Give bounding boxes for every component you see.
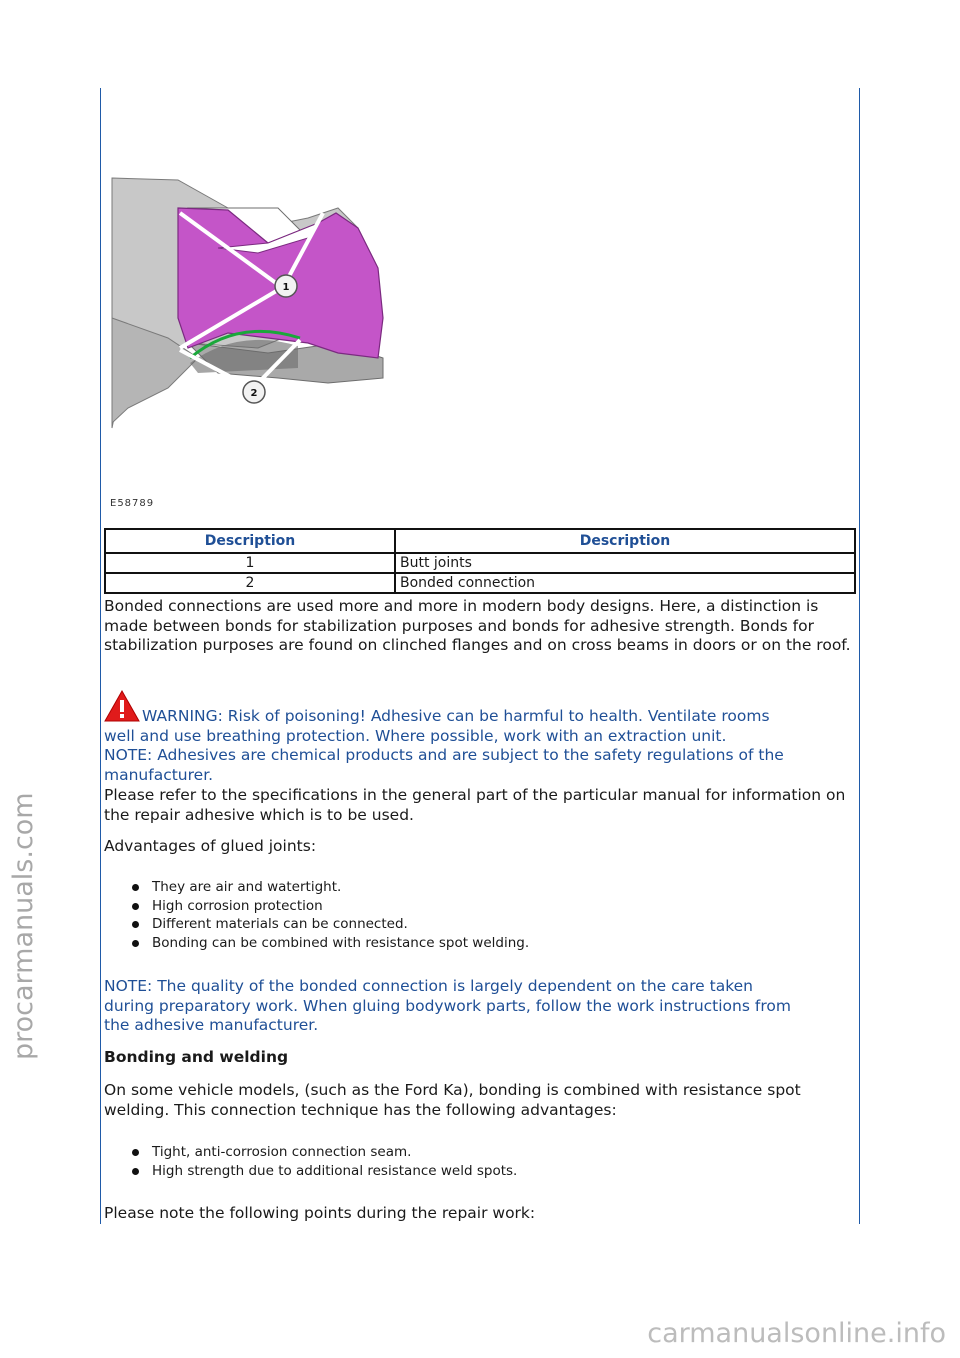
list-item: High strength due to additional resistance weld spots. <box>128 1162 517 1181</box>
warning-icon <box>104 690 140 722</box>
section-heading: Bonding and welding <box>104 1048 289 1066</box>
left-margin-rule <box>100 88 101 1224</box>
legend-header-num: Description <box>105 529 395 553</box>
list-item: High corrosion protection <box>128 897 529 916</box>
intro-paragraph: Bonded connections are used more and more in modern body designs. Here, a distinction is made between bonds for stabilization purposes and bonds for adhesive strength. Bonds for stabilization purposes are found on clinched flanges and on cross beams in doors or on the roof. <box>104 597 851 654</box>
list-item: Different materials can be connected. <box>128 915 529 934</box>
note2-line-2: during preparatory work. When gluing bodywork parts, follow the work instructions from <box>104 997 791 1015</box>
table-row <box>105 553 855 573</box>
list-item: Tight, anti-corrosion connection seam. <box>128 1143 517 1162</box>
advantages-intro: Advantages of glued joints: <box>104 837 317 855</box>
note2-line-1: NOTE: The quality of the bonded connection is largely dependent on the care taken <box>104 977 754 995</box>
warning-line-2: well and use breathing protection. Where possible, work with an extraction unit. <box>104 727 727 745</box>
legend-desc: Butt joints <box>395 553 855 573</box>
list-item: Bonding can be combined with resistance spot welding. <box>128 934 529 953</box>
advantages-list <box>128 878 529 952</box>
note2-line-3: the adhesive manufacturer. <box>104 1016 319 1034</box>
callout-2: 2 <box>250 388 258 399</box>
spec-paragraph: Please refer to the specifications in the general part of the particular manual for information on the repair adhesive which is to be used. <box>104 786 846 824</box>
welding-paragraph: On some vehicle models, (such as the Ford Ka), bonding is combined with resistance spot welding. This connection technique has the following advantages: <box>104 1081 801 1119</box>
right-margin-rule <box>859 88 860 1224</box>
list-item: They are air and watertight. <box>128 878 529 897</box>
note-line-2: manufacturer. <box>104 766 214 784</box>
callout-1: 1 <box>282 282 290 293</box>
legend-desc: Bonded connection <box>395 573 855 593</box>
warning-line-1: WARNING: Risk of poisoning! Adhesive can be harmful to health. Ventilate rooms <box>142 707 770 725</box>
legend-num: 1 <box>105 553 395 573</box>
legend-table <box>104 528 856 594</box>
legend-header-desc: Description <box>395 529 855 553</box>
legend-num: 2 <box>105 573 395 593</box>
note-line-1: NOTE: Adhesives are chemical products and are subject to the safety regulations of the <box>104 746 784 764</box>
watermark-left: procarmanuals.com <box>8 792 39 1060</box>
table-row <box>105 573 855 593</box>
watermark-bottom: carmanualsonline.info <box>647 1318 946 1349</box>
weld-advantages-list <box>128 1143 517 1180</box>
figure-id: E58789 <box>110 498 155 509</box>
body-panel-illustration <box>108 168 398 458</box>
repair-notes-paragraph: Please note the following points during the repair work: <box>104 1204 536 1222</box>
